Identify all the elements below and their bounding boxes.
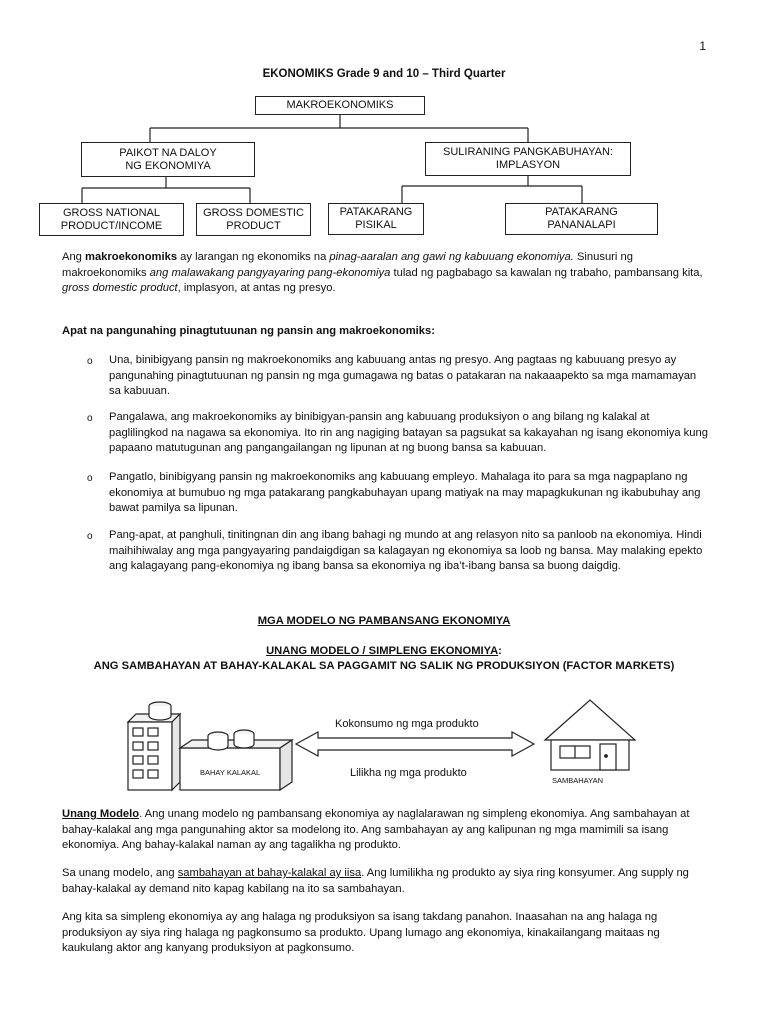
bullet-item: Pang-apat, at panghuli, tinitingnan din ang ibang bahagi ng mundo at ang relasyon nito sa panloob na ekonomiya. Hindi maihihiwalay ang mga pangyayaring pandaigdigan sa kalagayan ng ekonomiya sa loob ng bansa. May malaking epekto ang kalagayang pang-ekonomiya ng ibang bansa sa ekonomiya ng iba’t-ibang bansa sa buong daigdig. (109, 529, 703, 572)
factory-label: BAHAY KALAKAL (200, 768, 261, 777)
intro-paragraph (62, 250, 710, 297)
bullet-marker: o (87, 473, 93, 484)
models-heading: MGA MODELO NG PAMBANSANG EKONOMIYA (257, 615, 511, 627)
model-text-2a: Sa unang modelo, ang (62, 867, 178, 879)
model-paragraph-2 (62, 866, 710, 897)
model-paragraph-3: Ang kita sa simpleng ekonomiya ay ang halaga ng produksiyon sa isang takdang panahon. Inaasahan na ang halaga ng produksiyon ay siya ring halaga ng pagkonsumo sa produkto. Upang lumago ang ekonomiya, kinakailangang maitaas ng kaukulang aktor ang kanyang produksiyon at pagkonsumo. (62, 911, 660, 954)
focus-heading: Apat na pangunahing pinagtutuunan ng pansin ang makroekonomiks: (62, 325, 435, 337)
diagram-bottom-label: Lilikha ng mga produkto (350, 767, 467, 779)
chart-box-patakarang-pananalapi: PATAKARANG PANANALAPI (505, 203, 658, 235)
model-text-1: . Ang unang modelo ng pambansang ekonomiya ay naglalarawan ng simpleng ekonomiya. Ang sambahayan at bahay-kalakal ang mga pangunahing aktor sa modelong ito. Ang sambahayan ay ang kalipunan ng mga mamimili sa isang ekonomiya. Ang bahay-kalakal naman ay ang tagalikha ng produkto. (62, 808, 690, 851)
first-model-subheading: ANG SAMBAHAYAN AT BAHAY-KALAKAL SA PAGGAMIT NG SALIK NG PRODUKSIYON (FACTOR MARKETS) (93, 660, 675, 672)
chart-box-gnp: GROSS NATIONAL PRODUCT/INCOME (39, 203, 184, 236)
model-text-2-underline: sambahayan at bahay-kalakal ay iisa (177, 867, 362, 879)
chart-box-paikot: PAIKOT NA DALOY NG EKONOMIYA (81, 142, 255, 177)
chart-box-gdp: GROSS DOMESTIC PRODUCT (196, 203, 311, 236)
bullet-marker: o (87, 531, 93, 542)
bullet-item: Pangalawa, ang makroekonomiks ay binibigyan-pansin ang kabuuang produksiyon o ang bilang ng kalakal at paglilingkod na nagawa sa ekonomiya. Ito rin ang nagiging batayan sa pagsukat sa kakayahan ng isang ekonomiya kung papaano matutugunan ang pangangailangan ng lipunan at ng buong bansa sa kabuuan. (109, 411, 708, 454)
first-model-colon: : (498, 645, 502, 657)
bullet-item: Una, binibigyang pansin ng makroekonomiks ang kabuuang antas ng presyo. Ang pagtaas ng kabuuang presyo ay pangunahing pinagtutuunan ng pansin ng mga gumagawa ng batas o patakaran na nakaaapekto sa mga mamamayan sa kabuuan. (109, 354, 697, 397)
first-model-heading (0, 645, 768, 657)
intro-text-2: ay larangan ng ekonomiks na (177, 251, 330, 263)
intro-text-3: Sinusuri ng makroekonomiks (62, 251, 633, 279)
diagram-top-label: Kokonsumo ng mga produkto (335, 718, 479, 730)
simple-economy-diagram (120, 694, 640, 794)
intro-term: makroekonomiks (85, 251, 178, 263)
intro-text-1: Ang (62, 251, 86, 263)
model-paragraph-1 (62, 807, 710, 854)
first-model-title: UNANG MODELO / SIMPLENG EKONOMIYA (266, 645, 499, 657)
bullet-item: Pangatlo, binibigyang pansin ng makroekonomiks ang kabuuang empleyo. Mahalaga ito para sa mga nagpaplano ng ekonomiya at bumubuo ng mga patakarang pangkabuhayan upang matiyak na may mapagkukunan ng ikabubuhay ang bawat pamilya sa lipunan. (109, 471, 701, 514)
intro-text-4: tulad ng pagbabago sa kawalan ng trabaho, pambansang kita, (390, 266, 703, 279)
chart-root-box: MAKROEKONOMIKS (255, 96, 425, 115)
model-text-2b: . Ang lumilikha ng produkto ay siya ring konsyumer. Ang supply ng bahay-kalakal ay demand nito kapag kabilang na ito sa sambahayan. (62, 867, 689, 895)
intro-italic-3: gross domestic product (62, 282, 178, 294)
intro-italic-1: pinag-aaralan ang gawi ng kabuuang ekonomiya. (329, 251, 574, 263)
model-lead: Unang Modelo (62, 808, 140, 820)
intro-text-5: , implasyon, at antas ng presyo. (177, 282, 336, 294)
document-title: EKONOMIKS Grade 9 and 10 – Third Quarter (262, 68, 506, 80)
makroekonomiks-chart (0, 0, 768, 250)
page-number: 1 (699, 39, 706, 53)
bullet-marker: o (87, 356, 93, 367)
intro-italic-2: ang malawakang pangyayaring pang-ekonomiya (149, 266, 391, 279)
house-label: SAMBAHAYAN (552, 776, 603, 785)
bullet-marker: o (87, 413, 93, 424)
chart-box-patakarang-pisikal: PATAKARANG PISIKAL (328, 203, 424, 235)
chart-box-suliranin: SULIRANING PANGKABUHAYAN: IMPLASYON (425, 142, 631, 176)
